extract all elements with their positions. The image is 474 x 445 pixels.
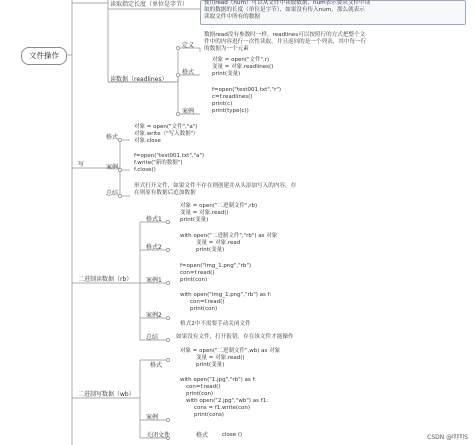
write-sum-tag[interactable]: 总结 bbox=[106, 190, 119, 197]
binary-read-eg2-tag[interactable]: 案例2 bbox=[146, 312, 162, 319]
binary-read-eg1-tag[interactable]: 案例1 bbox=[146, 277, 162, 284]
binary-read-eg2-code-2: con=f.read() bbox=[190, 299, 225, 305]
readlines-eg-code-4: print(type(c)) bbox=[212, 108, 249, 114]
binary-read-eg2-note: 格式2中不需要手动关闭文件 bbox=[180, 321, 251, 327]
write-label[interactable]: 写 bbox=[78, 161, 85, 168]
binary-read-eg1-code-1: f=open("img_1.png","rb") bbox=[180, 263, 252, 269]
binary-read-eg1-code-2: con=f.read() bbox=[180, 270, 215, 276]
binary-write-fmt-code-1: 对象 = open("二进制文件",wb) as 对象 bbox=[180, 348, 281, 354]
binary-write-eg-code-6: print(cons) bbox=[194, 412, 224, 418]
binary-write-label[interactable]: 二进制写数据（wb） bbox=[78, 391, 135, 398]
binary-read-sum-tag[interactable]: 总结 bbox=[146, 334, 159, 341]
binary-write-fmt-tag[interactable]: 格式 bbox=[150, 362, 163, 369]
readlines-fmt-tag[interactable]: 格式 bbox=[182, 69, 195, 76]
write-eg-tag[interactable]: 案例 bbox=[106, 164, 119, 171]
binary-write-eg-code-2: con=f.read() bbox=[186, 384, 221, 390]
readlines-def-1: 数据read没有参数时一样，readlines可以按照行的方式把整个文 bbox=[204, 32, 366, 38]
binary-write-eg-code-3: print(con) bbox=[186, 391, 214, 397]
read-length-label[interactable]: 读取指定长度（单位是字节） bbox=[110, 1, 189, 8]
binary-write-close-tag[interactable]: 关闭文件 bbox=[146, 432, 171, 439]
readlines-def-tag[interactable]: 定义 bbox=[182, 42, 195, 49]
root-node[interactable]: 文件操作 bbox=[21, 47, 67, 65]
readlines-label[interactable]: 读数据（readlines） bbox=[110, 76, 168, 83]
watermark: CSDN @明明S bbox=[427, 434, 468, 441]
write-sum-2: 在则原有数据后追加数据 bbox=[134, 190, 196, 196]
binary-write-fmt-code-3: print(变量) bbox=[196, 362, 225, 368]
binary-read-eg1-code-3: print(con) bbox=[180, 277, 208, 283]
binary-read-fmt1-code-1: 对象 = open("二进制文件",rb) bbox=[180, 203, 258, 209]
readlines-fmt-code-3: print(变量) bbox=[212, 71, 241, 77]
readlines-fmt-code-2: 变量 = 对象.readlines() bbox=[212, 64, 274, 70]
write-eg-code-3: f.close() bbox=[134, 167, 156, 173]
binary-write-eg-tag[interactable]: 案例 bbox=[146, 414, 159, 421]
readlines-def-3: 的数据为一个元素 bbox=[204, 46, 249, 52]
binary-read-fmt1-code-3: print(变量) bbox=[180, 217, 209, 223]
binary-write-eg-code-5: cons = f1.write(con) bbox=[194, 405, 251, 411]
binary-read-eg2-code-3: print(con) bbox=[190, 306, 218, 312]
binary-write-eg-code-4: with open("2.jpg","wb") as f1: bbox=[186, 398, 269, 404]
write-fmt-tag[interactable]: 格式 bbox=[106, 134, 119, 141]
write-fmt-code-2: 对象.write（"写入数据"） bbox=[134, 131, 199, 137]
binary-write-eg-code-1: with open("1.jpg","rb") as f: bbox=[180, 377, 257, 383]
binary-write-close-fmt-tag[interactable]: 格式 bbox=[196, 432, 209, 439]
read-length-desc-3: 读取文件中所有的数据 bbox=[204, 14, 260, 20]
write-sum-1: 形式打开文件，如果文件不存在则创建并从头添加写入的内容，存 bbox=[134, 183, 297, 189]
binary-read-sum: 如果没有文件，打开报错，存在该文件才能操作 bbox=[176, 334, 294, 340]
readlines-eg-code-3: print(c) bbox=[212, 101, 233, 107]
write-fmt-code-1: 对象 = open("文件","a") bbox=[134, 124, 198, 130]
binary-read-fmt1-tag[interactable]: 格式1 bbox=[146, 216, 162, 223]
binary-read-fmt2-tag[interactable]: 格式2 bbox=[146, 244, 162, 251]
read-length-desc-1: 使用read（num）可以从文件中读取数据，num表示要从文件中读 bbox=[204, 0, 371, 6]
write-eg-code-2: f.write("新的数据") bbox=[134, 160, 183, 166]
binary-read-fmt2-code-1: with open("二进制文件","rb") as 对象 bbox=[180, 233, 278, 239]
read-length-desc-2: 取的数据的长度（单位是字节），如果没有传入num，那么就表示 bbox=[204, 7, 365, 13]
readlines-def-2: 件中的内容进行一次性读取，并且返回的是一个列表，其中每一行 bbox=[204, 39, 367, 45]
readlines-eg-code-1: f=open("test001.txt","r") bbox=[212, 87, 282, 93]
binary-write-close-fmt: close () bbox=[222, 432, 243, 438]
readlines-eg-tag[interactable]: 案例 bbox=[182, 108, 195, 115]
write-fmt-code-3: 对象.close bbox=[134, 138, 161, 144]
binary-write-fmt-code-2: 变量 = 对象.read() bbox=[196, 355, 245, 361]
binary-read-fmt1-code-2: 变量 = 对象.read() bbox=[180, 210, 229, 216]
binary-read-fmt2-code-3: print(变量) bbox=[196, 247, 225, 253]
write-eg-code-1: f=open("test001.txt","a") bbox=[134, 153, 205, 159]
readlines-fmt-code-1: 对象 = open("文件",r) bbox=[212, 57, 270, 63]
binary-read-fmt2-code-2: 变量 = 对象.read bbox=[196, 240, 241, 246]
binary-read-label[interactable]: 二进制读数据（rb） bbox=[78, 276, 133, 283]
binary-read-eg2-code-1: with open("img_1.png","rb") as f: bbox=[180, 292, 272, 298]
readlines-eg-code-2: c=f.readlines() bbox=[212, 94, 253, 100]
